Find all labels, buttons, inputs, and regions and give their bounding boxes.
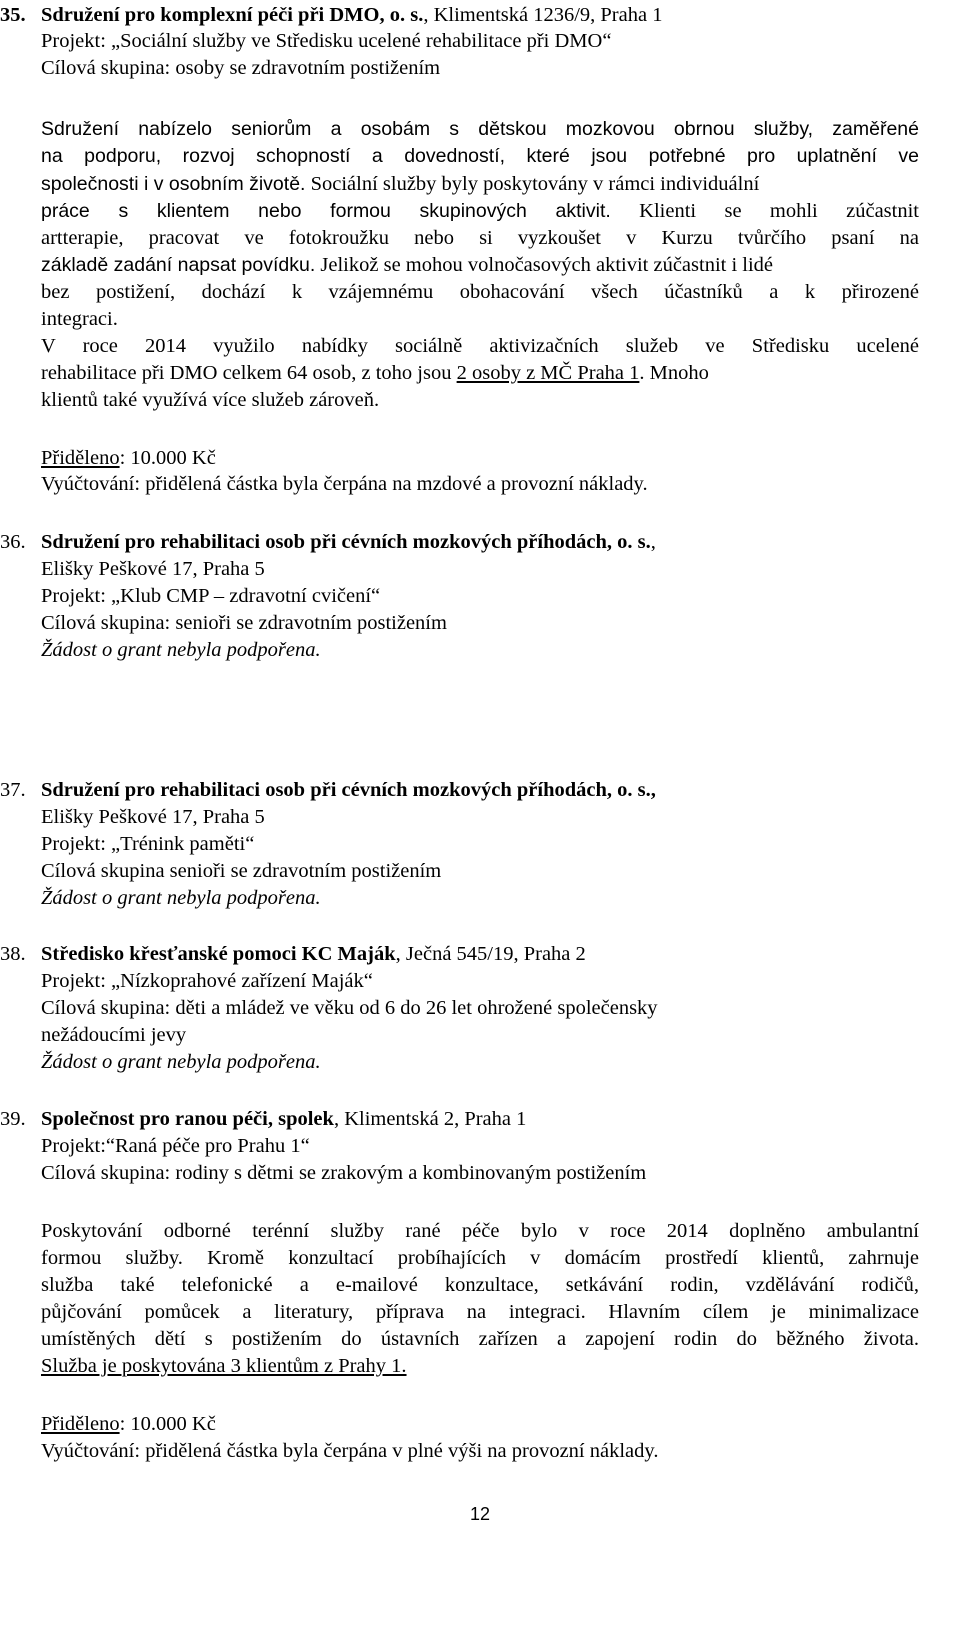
org-address: , Klimentská 2, Praha 1 xyxy=(333,1108,527,1130)
grant-result: Žádost o grant nebyla podpořena. xyxy=(41,639,321,661)
paragraph-line: bez postižení, dochází k vzájemnému obohacování všech účastníků a k přirozené xyxy=(41,281,919,303)
target-group-cont: nežádoucími jevy xyxy=(41,1024,187,1046)
grant-result: Žádost o grant nebyla podpořena. xyxy=(41,887,321,909)
page-number: 12 xyxy=(469,1504,491,1524)
target-group: Cílová skupina: děti a mládež ve věku od 6 do 26 let ohrožené společensky xyxy=(41,997,658,1019)
billing-note: Vyúčtování: přidělená částka byla čerpána na mzdové a provozní náklady. xyxy=(41,473,648,495)
org-name: Sdružení pro rehabilitaci osob při cévních mozkových příhodách, o. s. xyxy=(41,531,651,553)
paragraph-line: Sdružení nabízelo seniorům a osobám s dětskou mozkovou obrnou služby, zaměřené xyxy=(41,118,919,140)
clients-served: Služba je poskytována 3 klientům z Prahy 1. xyxy=(41,1355,407,1377)
org-name: Sdružení pro komplexní péči při DMO, o. s. xyxy=(41,4,424,26)
project-title: Projekt: „Trénink paměti“ xyxy=(41,833,255,855)
paragraph-line: na podporu, rozvoj schopností a dovedností, které jsou potřebné pro uplatnění ve xyxy=(41,145,919,167)
allocated-amount: Přiděleno: 10.000 Kč xyxy=(41,1413,216,1435)
org-name: Společnost pro ranou péči, spolek xyxy=(41,1108,334,1130)
section-35-heading: 35. Sdružení pro komplexní péči při DMO, o. s., Klimentská 1236/9, Praha 1 xyxy=(0,4,663,26)
section-39-heading: 39. Společnost pro ranou péči, spolek, Klimentská 2, Praha 1 xyxy=(0,1108,527,1130)
org-address: Elišky Peškové 17, Praha 5 xyxy=(41,558,265,580)
project-title: Projekt: „Nízkoprahové zařízení Maják“ xyxy=(41,970,373,992)
project-title: Projekt: „Klub CMP – zdravotní cvičení“ xyxy=(41,585,381,607)
paragraph-line: formou služby. Kromě konzultací probíhajících v domácím prostředí klientů, zahrnuje xyxy=(41,1247,919,1269)
org-name: Sdružení pro rehabilitaci osob při cévních mozkových příhodách, o. s., xyxy=(41,779,656,801)
target-group: Cílová skupina senioři se zdravotním postižením xyxy=(41,860,442,882)
paragraph-line-mixed: rehabilitace při DMO celkem 64 osob, z toho jsou 2 osoby z MČ Praha 1. Mnoho xyxy=(41,362,709,384)
paragraph-line: umístěných dětí s postižením do ústavních zařízen a zapojení rodin do běžného života. xyxy=(41,1328,919,1350)
paragraph-line: integraci. xyxy=(41,308,118,330)
paragraph-line-mixed: základě zadání napsat povídku. Jelikož se mohou volnočasových aktivit zúčastnit i lidé xyxy=(41,254,774,276)
project-title: Projekt: „Sociální služby ve Středisku ucelené rehabilitace při DMO“ xyxy=(41,30,612,52)
highlighted-count: 2 osoby z MČ Praha 1 xyxy=(456,362,640,384)
paragraph-line: klientů také využívá více služeb zároveň. xyxy=(41,389,380,411)
paragraph-line: služba také telefonické a e-mailové konzultace, setkávání rodin, vzdělávání rodičů, xyxy=(41,1274,919,1296)
billing-note: Vyúčtování: přidělená částka byla čerpána v plné výši na provozní náklady. xyxy=(41,1440,659,1462)
org-address: , Ječná 545/19, Praha 2 xyxy=(395,943,586,965)
section-38-heading: 38. Středisko křesťanské pomoci KC Maják, Ječná 545/19, Praha 2 xyxy=(0,943,586,965)
grant-result: Žádost o grant nebyla podpořena. xyxy=(41,1051,321,1073)
paragraph-line-mixed: práce s klientem nebo formou skupinových aktivit. Klienti se mohli zúčastnit xyxy=(41,200,919,222)
paragraph-line: artterapie, pracovat ve fotokroužku nebo si vyzkoušet v Kurzu tvůrčího psaní na xyxy=(41,227,919,249)
target-group: Cílová skupina: senioři se zdravotním postižením xyxy=(41,612,447,634)
section-36-heading: 36. Sdružení pro rehabilitaci osob při cévních mozkových příhodách, o. s., xyxy=(0,531,656,553)
org-name: Středisko křesťanské pomoci KC Maják xyxy=(41,943,396,965)
target-group: Cílová skupina: rodiny s dětmi se zrakovým a kombinovaným postižením xyxy=(41,1162,647,1184)
section-37-heading: 37. Sdružení pro rehabilitaci osob při cévních mozkových příhodách, o. s., xyxy=(0,779,656,801)
project-title: Projekt:“Raná péče pro Prahu 1“ xyxy=(41,1135,310,1157)
org-address: Elišky Peškové 17, Praha 5 xyxy=(41,806,265,828)
paragraph-line-mixed: společnosti i v osobním životě. Sociální služby byly poskytovány v rámci individuální xyxy=(41,173,760,195)
paragraph-line: půjčování pomůcek a literatury, příprava na integraci. Hlavním cílem je minimalizace xyxy=(41,1301,919,1323)
org-address: , Klimentská 1236/9, Praha 1 xyxy=(423,4,663,26)
paragraph-line: Poskytování odborné terénní služby rané péče bylo v roce 2014 doplněno ambulantní xyxy=(41,1220,919,1242)
allocated-amount: Přiděleno: 10.000 Kč xyxy=(41,447,216,469)
paragraph-line: V roce 2014 využilo nabídky sociálně aktivizačních služeb ve Středisku ucelené xyxy=(41,335,919,357)
target-group: Cílová skupina: osoby se zdravotním postižením xyxy=(41,57,441,79)
